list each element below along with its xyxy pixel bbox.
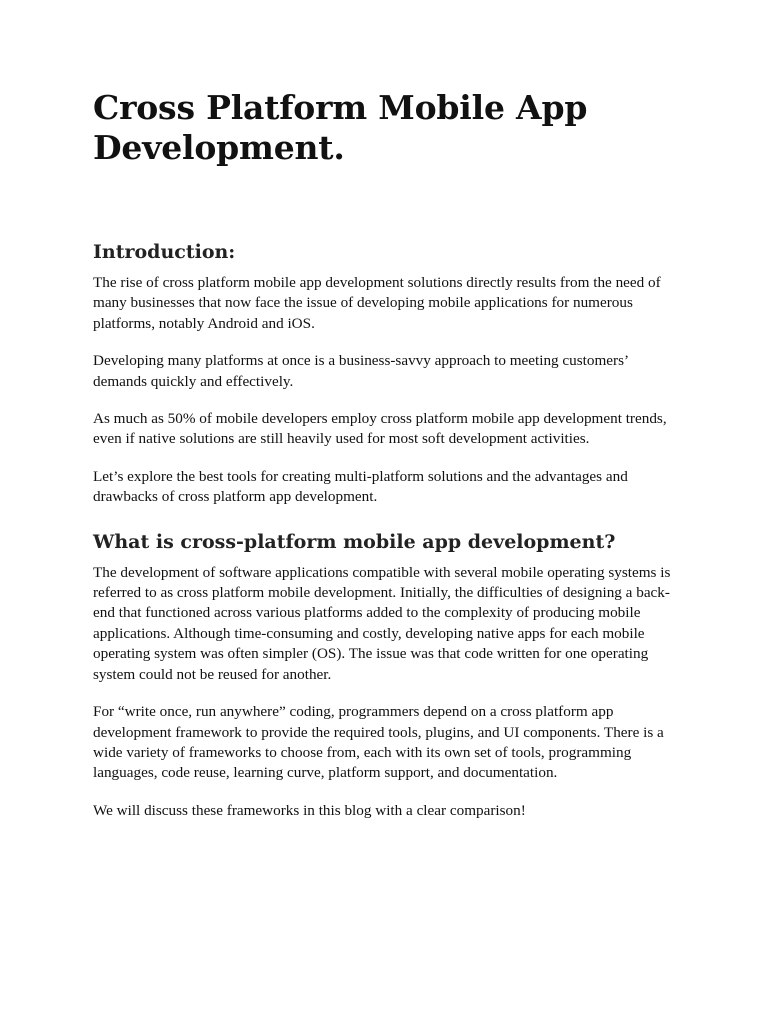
section-heading-what-is-cross-platform: What is cross-platform mobile app development? [93, 530, 616, 553]
paragraph: As much as 50% of mobile developers employ cross platform mobile app development trends, even if native solutions are still heavily used for most soft development activities. [93, 410, 667, 448]
paragraph: The rise of cross platform mobile app development solutions directly results from the need of many businesses that now face the issue of developing mobile applications for numerous platforms, notably Android and iOS. [93, 274, 661, 332]
paragraph: We will discuss these frameworks in this blog with a clear comparison! [93, 801, 526, 819]
paragraph: The development of software applications compatible with several mobile operating systems is referred to as cross platform mobile development. Initially, the difficulties of designing a back-end that functioned across various platforms added to the complexity of producing mobile applications. Although time-consuming and costly, developing native apps for each mobile operating system was often simpler (OS). The issue was that code written for one operating system could not be reused for another. [93, 563, 671, 683]
section-introduction [93, 240, 681, 508]
document-page [93, 88, 681, 838]
document-title: Cross Platform Mobile App Development. [93, 88, 588, 167]
paragraph: For “write once, run anywhere” coding, programmers depend on a cross platform app development framework to provide the required tools, plugins, and UI components. There is a wide variety of frameworks to choose from, each with its own set of tools, programming languages, code reuse, learning curve, platform support, and documentation. [93, 703, 664, 782]
section-heading-introduction: Introduction: [93, 241, 236, 263]
section-what-is-cross-platform [93, 530, 681, 821]
paragraph: Let’s explore the best tools for creating multi-platform solutions and the advantages and drawbacks of cross platform app development. [93, 467, 628, 506]
paragraph: Developing many platforms at once is a business-savvy approach to meeting customers’ demands quickly and effectively. [93, 352, 628, 390]
